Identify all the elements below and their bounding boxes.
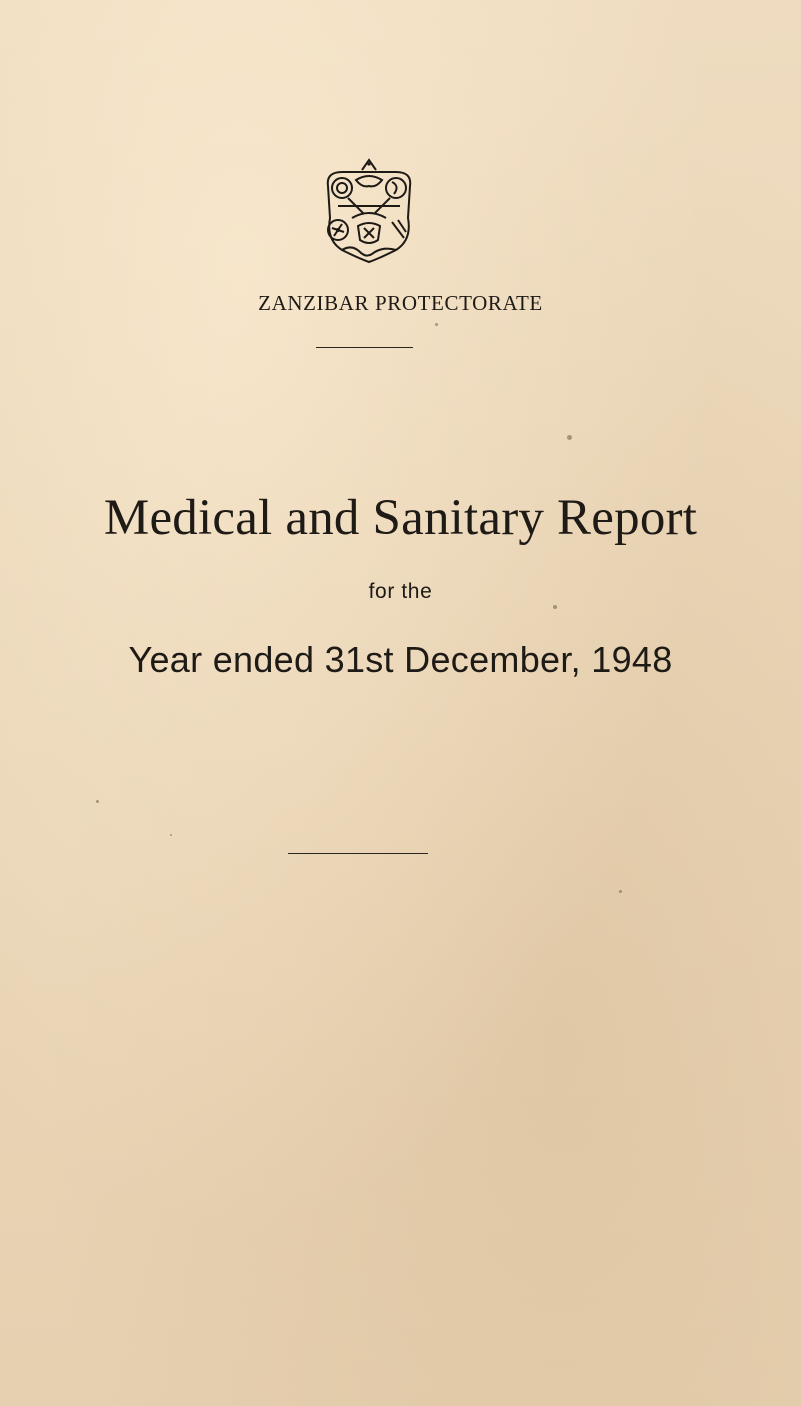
report-subtitle: for the — [368, 580, 433, 603]
paper-speck — [567, 435, 572, 440]
report-title: Medical and Sanitary Report — [103, 490, 698, 546]
top-divider — [316, 347, 413, 348]
paper-speck — [170, 834, 172, 836]
paper-speck — [553, 605, 557, 609]
paper-speck — [96, 800, 99, 803]
coat-of-arms-icon — [308, 158, 430, 272]
paper-speck — [435, 323, 438, 326]
protectorate-heading: ZANZIBAR PROTECTORATE — [258, 291, 543, 315]
bottom-divider — [288, 853, 428, 854]
report-period: Year ended 31st December, 1948 — [128, 639, 673, 680]
paper-speck — [619, 890, 622, 893]
